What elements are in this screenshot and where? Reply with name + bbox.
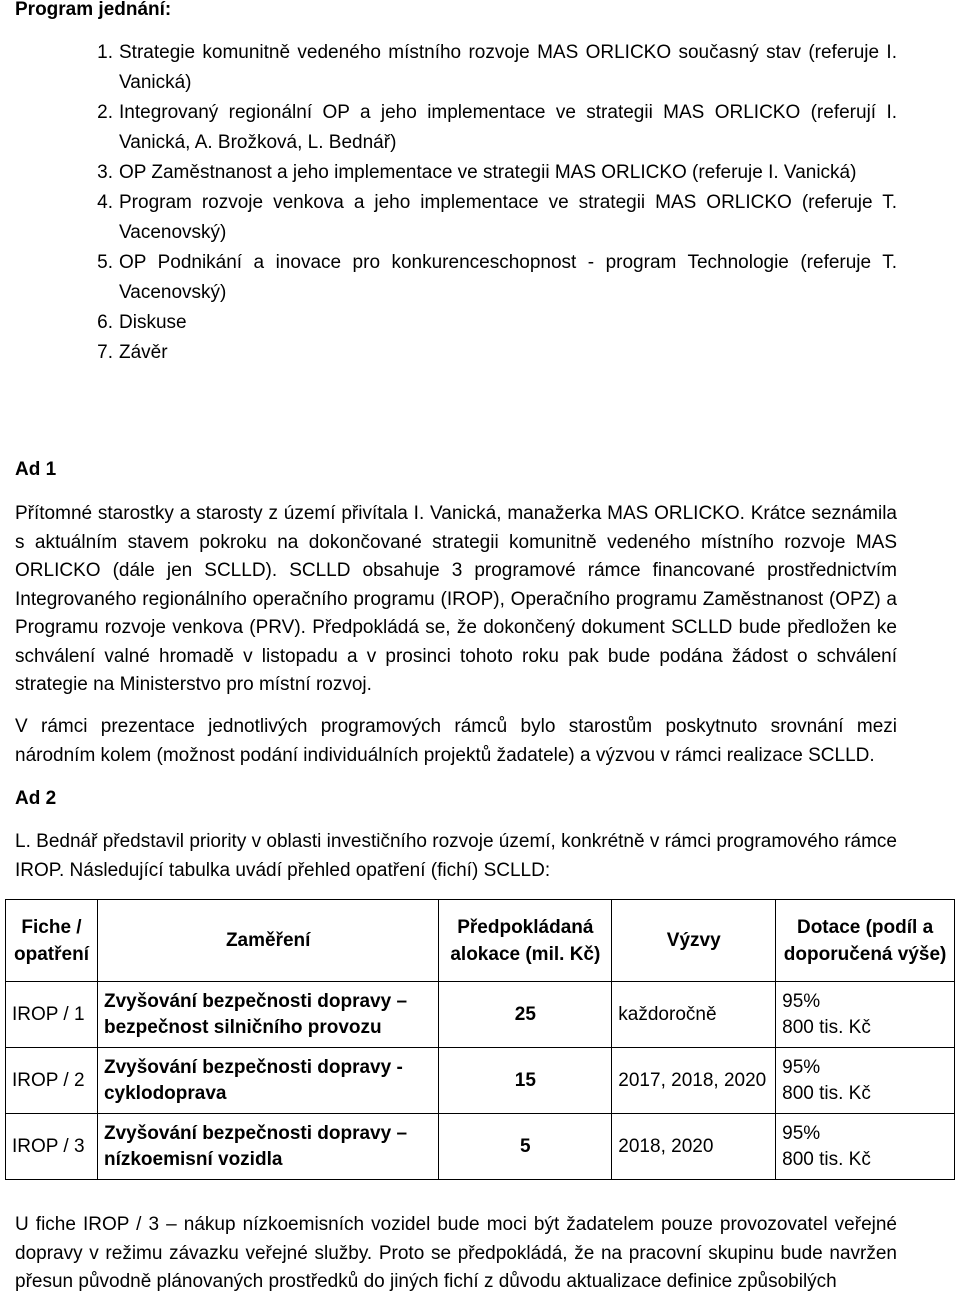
agenda-item-text: Diskuse <box>119 312 187 333</box>
header-fiche: Fiche / opatření <box>6 900 98 982</box>
agenda-item-text: Integrovaný regionální OP a jeho implementace ve strategii MAS ORLICKO (referují I. Vanická, A. Brožková, L. Bednář) <box>119 102 897 153</box>
cell-dotace <box>776 1114 955 1180</box>
ad1-paragraph-2: V rámci prezentace jednotlivých programových rámců bylo starostům poskytnuto srovnání mezi národním kolem (možnost podání individuálních projektů žadatele) a výzvou v rámci realizace SCLLD. <box>15 716 897 766</box>
dotace-percent: 95% <box>782 990 821 1012</box>
agenda-item-text: OP Podnikání a inovace pro konkurenceschopnost - program Technologie (referuje T. Vacenovský) <box>119 252 897 303</box>
agenda-item-text: Závěr <box>119 342 168 363</box>
cell-fiche: IROP / 3 <box>6 1114 98 1180</box>
agenda-item-number: 6. <box>97 312 113 333</box>
cell-fiche: IROP / 2 <box>6 1048 98 1114</box>
ad1-paragraph-1: Přítomné starostky a starosty z území přivítala I. Vanická, manažerka MAS ORLICKO. Krátce seznámila s aktuálním stavem pokroku na dokončované strategii komunitně vedeného místního rozvoje MAS ORLICKO (dále jen SCLLD). SCLLD obsahuje 3 programové rámce financované prostřednictvím Integrovaného regionálního operačního programu (IROP), Operačního programu Zaměstnanost (OPZ) a Programu rozvoje venkova (PRV). Předpokládá se, že dokončený dokument SCLLD bude předložen ke schválení valné hromadě v listopadu a v prosinci tohoto roku pak bude podána žádost o schválení strategie na Ministerstvo pro místní rozvoj. <box>15 503 897 695</box>
agenda-item <box>15 188 897 248</box>
cell-dotace <box>776 1048 955 1114</box>
cell-fiche: IROP / 1 <box>6 982 98 1048</box>
header-zamereni: Zaměření <box>97 900 438 982</box>
section-title-ad2: Ad 2 <box>15 788 57 809</box>
dotace-percent: 95% <box>782 1122 821 1144</box>
table-row <box>6 982 955 1048</box>
dotace-amount: 800 tis. Kč <box>782 1016 871 1038</box>
dotace-percent: 95% <box>782 1056 821 1078</box>
agenda-item <box>15 338 897 368</box>
dotace-amount: 800 tis. Kč <box>782 1148 871 1170</box>
cell-zamereni: Zvyšování bezpečnosti dopravy - cyklodoprava <box>97 1048 438 1114</box>
cell-zamereni: Zvyšování bezpečnosti dopravy – bezpečnost silničního provozu <box>97 982 438 1048</box>
agenda-item-number: 7. <box>97 342 113 363</box>
table-header-row <box>6 900 955 982</box>
cell-alokace: 25 <box>439 982 612 1048</box>
agenda-item-number: 2. <box>97 102 113 123</box>
header-vyzvy: Výzvy <box>612 900 776 982</box>
dotace-amount: 800 tis. Kč <box>782 1082 871 1104</box>
cell-vyzvy: každoročně <box>612 982 776 1048</box>
agenda-item <box>15 158 897 188</box>
agenda-item-number: 1. <box>97 42 113 63</box>
cell-vyzvy: 2017, 2018, 2020 <box>612 1048 776 1114</box>
ad2-paragraph-1: L. Bednář představil priority v oblasti investičního rozvoje území, konkrétně v rámci programového rámce IROP. Následující tabulka uvádí přehled opatření (fichí) SCLLD: <box>15 831 897 881</box>
agenda-item <box>15 248 897 308</box>
agenda-item <box>15 308 897 338</box>
header-dotace: Dotace (podíl a doporučená výše) <box>776 900 955 982</box>
section-title-ad1: Ad 1 <box>15 459 57 480</box>
agenda-heading: Program jednání: <box>15 0 172 20</box>
agenda-item <box>15 38 897 98</box>
agenda-item-number: 5. <box>97 252 113 273</box>
cell-alokace: 15 <box>439 1048 612 1114</box>
agenda-item-text: OP Zaměstnanost a jeho implementace ve strategii MAS ORLICKO (referuje I. Vanická) <box>119 162 857 183</box>
header-alokace: Předpokládaná alokace (mil. Kč) <box>439 900 612 982</box>
cell-zamereni: Zvyšování bezpečnosti dopravy – nízkoemisní vozidla <box>97 1114 438 1180</box>
agenda-item-number: 3. <box>97 162 113 183</box>
table-row <box>6 1048 955 1114</box>
agenda-item-text: Program rozvoje venkova a jeho implementace ve strategii MAS ORLICKO (referuje T. Vacenovský) <box>119 192 897 243</box>
ad2-paragraph-2: U fiche IROP / 3 – nákup nízkoemisních vozidel bude moci být žadatelem pouze provozovatel veřejné dopravy v režimu závazku veřejné služby. Proto se předpokládá, že na pracovní skupinu bude navržen přesun původně plánovaných prostředků do jiných fichí z důvodu aktualizace definice způsobilých <box>15 1214 897 1292</box>
cell-dotace <box>776 982 955 1048</box>
table-row <box>6 1114 955 1180</box>
cell-vyzvy: 2018, 2020 <box>612 1114 776 1180</box>
agenda-list <box>15 38 897 368</box>
cell-alokace: 5 <box>439 1114 612 1180</box>
agenda-item-text: Strategie komunitně vedeného místního rozvoje MAS ORLICKO současný stav (referuje I. Vanická) <box>119 42 897 93</box>
agenda-item-number: 4. <box>97 192 113 213</box>
fiche-table <box>5 899 955 1180</box>
agenda-item <box>15 98 897 158</box>
